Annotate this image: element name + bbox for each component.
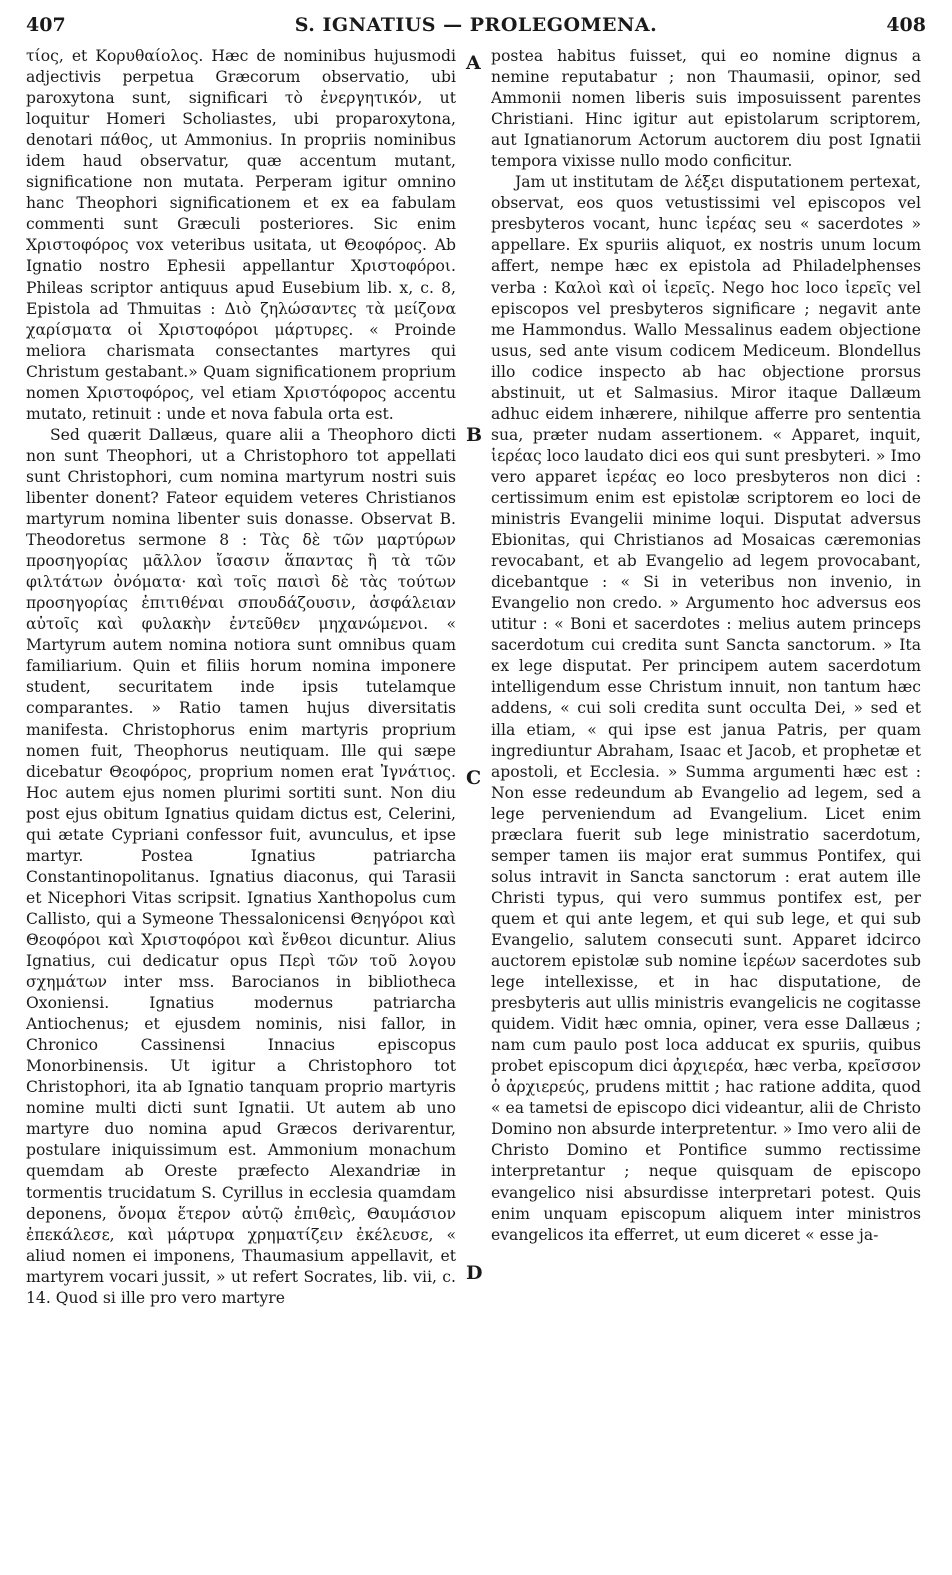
page-number-right: 408 xyxy=(886,14,926,36)
right-column xyxy=(491,46,921,1561)
running-title: S. IGNATIUS — PROLEGOMENA. xyxy=(294,14,658,36)
right-paragraph-1: postea habitus fuisset, qui eo nomine dignus a nemine reputabatur ; non Thaumasii, opinor, sed Ammonii nomen liberis suis imposuissent parentes Christiani. Hinc igitur aut epistolarum scriptorem, aut Ignatianorum Actorum auctorem diu post Ignatii tempora vixisse nullo modo conficitur. xyxy=(491,47,921,171)
left-paragraph-1: τίος, et Κορυθαίολος. Hæc de nominibus hujusmodi adjectivis perpetua Græcorum observatio, ubi paroxytona sunt, significari τὸ ἐνεργητικόν, ut loquitur Homeri Scholiastes, ubi proparoxytona, denotari πάθος, ut Ammonius. In propriis nominibus idem haud observatur, quæ accentum mutant, significatione non mutata. Perperam igitur omnino hanc Theophori significationem et ex ea fabulam commenti sunt Græculi posteriores. Sic enim Χριστοφόρος vox veteribus usitata, ut Θεοφόρος. Ab Ignatio nostro Ephesii appellantur Χριστοφόροι. Phileas scriptor antiquus apud Eusebium lib. x, c. 8, Epistola ad Thmuitas : Διὸ ζηλώσαντες τὰ μείζονα χαρίσματα οἱ Χριστοφόροι μάρτυρες. « Proinde meliora charismata consectantes martyres qui Christum gestabant.» Quam significationem proprium nomen Χριστοφόρος, vel etiam Χριστόφορος accentu mutato, retinuit : unde et nova fabula orta est. xyxy=(26,47,456,423)
margin-letter-b: B xyxy=(466,424,483,446)
margin-letter-d: D xyxy=(466,1262,483,1284)
left-paragraph-2: Sed quærit Dallæus, quare alii a Theophoro dicti non sunt Theophori, ut a Christophoro tot appellati sunt Christophori, cum nomina martyrum nostri suis libenter donent? Fateor equidem veteres Christianos martyrum nomina libenter suis donasse. Observat B. Theodoretus sermone 8 : Τὰς δὲ τῶν μαρτύρων προσηγορίας μᾶλλον ἴσασιν ἅπαντας ἢ τὰ τῶν φιλτάτων ὀνόματα· καὶ τοῖς παισὶ δὲ τὰς τούτων προσηγορίας ἐπιτιθέναι σπουδάζουσιν, ἀσφάλειαν αὐτοῖς καὶ φυλακὴν ἐντεῦθεν μηχανώμενοι. « Martyrum autem nomina notiora sunt omnibus quam familiarium. Quin et filiis horum nomina imponere student, securitatem inde ipsis tutelamque comparantes. » Ratio tamen hujus diversitatis manifesta. Christophorus enim martyris proprium nomen fuit, Theophorus neutiquam. Ille qui sæpe dicebatur Θεοφόρος, proprium nomen erat Ἰγνάτιος. Hoc autem ejus nomen plurimi sortiti sunt. Non diu post ejus obitum Ignatius quidam dictus est, Celerini, qui ætate Cypriani confessor fuit, avunculus, et ipse martyr. Postea Ignatius patriarcha Constantinopolitanus. Ignatius diaconus, qui Tarasii et Nicephori Vitas scripsit. Ignatius Xanthopolus cum Callisto, qui a Symeone Thessalonicensi Θεηγόροι καὶ Θεοφόροι καὶ Χριστοφόροι καὶ ἔνθεοι dicuntur. Alius Ignatius, cui dedicatur opus Περὶ τῶν τοῦ λογου σχημάτων inter mss. Barocianos in bibliotheca Oxoniensi. Ignatius modernus patriarcha Antiochenus; et ejusdem nominis, nisi fallor, in Chronico Cassinensi Innacius episcopus Monorbinensis. Ut igitur a Christophoro tot Christophori, ita ab Ignatio tanquam proprio martyris nomine multi dicti sunt Ignatii. Ut autem ab uno martyre duo nomina apud Græcos derivarentur, postulare iniquissimum est. Ammonium monachum quemdam ab Oreste præfecto Alexandriæ in tormentis trucidatum S. Cyrillus in ecclesia quamdam deponens, ὄνομα ἕτερον αὐτῷ ἐπιθεὶς, Θαυμάσιον ἐπεκάλεσε, καὶ μάρτυρα χρηματίζειν ἐκέλευσε, « aliud nomen ei imponens, Thaumasium appellavit, et martyrem vocari jussit, » ut refert Socrates, lib. vii, c. 14. Quod si ille pro vero martyre xyxy=(26,425,456,1307)
left-column xyxy=(26,46,456,1561)
page-header xyxy=(26,14,926,44)
page-number-left: 407 xyxy=(26,14,66,36)
right-paragraph-2: Jam ut institutam de λέξει disputationem pertexat, observat, eos quos vetustissimi vel episcopos vel presbyteros vocant, hunc ἱερέας seu « sacerdotes » appellare. Ex spuriis aliquot, ex nostris unum locum affert, nempe hæc ex epistola ad Philadelphenses verba : Καλοὶ καὶ οἱ ἱερεῖς. Nego hoc loco ἱερεῖς vel episcopos vel presbyteros significare ; negavit ante me Hammondus. Wallo Messalinus eadem objectione usus, sed ante visum codicem Mediceum. Blondellus illo codice inspecto ab hac objectione prorsus abstinuit, ut et Salmasius. Miror itaque Dallæum adhuc eidem inhærere, nihilque afferre pro sententia sua, præter nudam assertionem. « Apparet, inquit, ἱερέας loco laudato dici eos qui sunt presbyteri. » Imo vero apparet ἱερέας eo loco presbyteros non dici : certissimum enim est epistolæ scriptorem eo loci de ministris Evangelii minime loqui. Disputat adversus Ebionitas, qui Christianos ad Mosaicas cæremonias revocabant, et ab Evangelio ad legem provocabant, dicebantque : « Si in veteribus non invenio, in Evangelio non credo. » Argumento hoc adversus eos utitur : « Boni et sacerdotes : melius autem princeps sacerdotum cui credita sunt Sancta sanctorum. » Ita ex lege disputat. Per principem autem sacerdotum intelligendum esse Christum innuit, non tantum hæc addens, « cui soli credita sunt occulta Dei, » sed et illa etiam, « qui ipse est janua Patris, per quam ingrediuntur Abraham, Isaac et Jacob, et prophetæ et apostoli, et Ecclesia. » Summa argumenti hæc est : Non esse redeundum ab Evangelio ad legem, sed a lege perveniendum ad Evangelium. Licet enim præclara fuerit sub lege ministratio sacerdotum, semper tamen iis major erat summus Pontifex, qui solus intravit in Sancta sanctorum : erat autem ille Christi typus, qui vero summus pontifex est, per quem et qui ante legem, et qui sub lege, et qui sub Evangelio, salutem consecuti sunt. Apparet idcirco auctorem epistolæ sub nomine ἱερέων sacerdotes sub lege intellexisse, et in hac disputatione, de presbyteris aut ullis ministris evangelicis ne cogitasse quidem. Vidit hæc omnia, opiner, vera esse Dallæus ; nam cum paulo post loca adducat ex spuriis, quibus probet episcopum dici ἀρχιερέα, hæc verba, κρεῖσσον ὁ ἀρχιερεύς, prudens mittit ; hac ratione addita, quod « ea tametsi de episcopo dici videantur, alii de Christo Domino non absurde interpretentur. » Imo vero alii de Christo Domino et Pontifice summo rectissime interpretantur ; neque quisquam de episcopo evangelico nisi absurdisse interpretari potest. Quis enim unquam episcopum aliquem inter ministros evangelicos ita efferret, ut eum diceret « esse ja- xyxy=(491,173,921,1244)
margin-letter-c: C xyxy=(466,767,482,789)
margin-letter-a: A xyxy=(466,52,481,74)
